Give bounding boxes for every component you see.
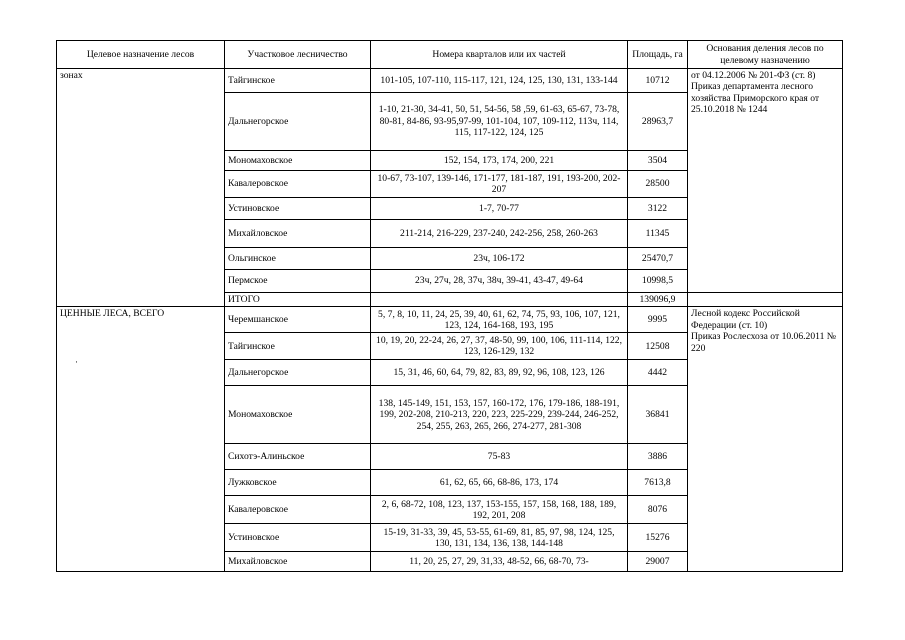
total-area: 139096,9 bbox=[628, 293, 688, 307]
quarters-cell: 11, 20, 25, 27, 29, 31,33, 48-52, 66, 68-70, 73- bbox=[371, 552, 628, 572]
quarters-cell: 1-7, 70-77 bbox=[371, 198, 628, 220]
forestry-cell: Кавалеровское bbox=[225, 171, 371, 198]
forestry-cell: Устиновское bbox=[225, 198, 371, 220]
header-purpose: Целевое назначение лесов bbox=[57, 41, 225, 69]
area-cell: 11345 bbox=[628, 220, 688, 248]
forestry-cell: Ольгинское bbox=[225, 248, 371, 270]
quarters-cell: 61, 62, 65, 66, 68-86, 173, 174 bbox=[371, 470, 628, 496]
area-cell: 9995 bbox=[628, 307, 688, 333]
forestry-cell: Мономаховское bbox=[225, 151, 371, 171]
area-cell: 10998,5 bbox=[628, 270, 688, 293]
area-cell: 8076 bbox=[628, 496, 688, 524]
quarters-cell: 15-19, 31-33, 39, 45, 53-55, 61-69, 81, 85, 97, 98, 124, 125, 130, 131, 134, 136, 138, 144-148 bbox=[371, 524, 628, 552]
forestry-cell: Дальнегорское bbox=[225, 360, 371, 386]
area-cell: 29007 bbox=[628, 552, 688, 572]
forestry-cell: Лужковское bbox=[225, 470, 371, 496]
header-basis: Основания деления лесов по целевому назначению bbox=[688, 41, 843, 69]
forestry-cell: Устиновское bbox=[225, 524, 371, 552]
quarters-cell: 138, 145-149, 151, 153, 157, 160-172, 176, 179-186, 188-191, 199, 202-208, 210-213, 220, 223, 225-229, 239-244, 246-252, 254, 255, 263, 265, 266, 274-277, 281-308 bbox=[371, 386, 628, 444]
stray-mark: · bbox=[75, 357, 78, 367]
header-forestry: Участковое лесничество bbox=[225, 41, 371, 69]
forestry-cell: Дальнегорское bbox=[225, 93, 371, 151]
header-area: Площадь, га bbox=[628, 41, 688, 69]
total-label: ИТОГО bbox=[225, 293, 371, 307]
table-header-row bbox=[57, 41, 843, 69]
quarters-cell: 10-67, 73-107, 139-146, 171-177, 181-187, 191, 193-200, 202-207 bbox=[371, 171, 628, 198]
purpose-cell: ЦЕННЫЕ ЛЕСА, ВСЕГО bbox=[57, 307, 225, 572]
area-cell: 3122 bbox=[628, 198, 688, 220]
quarters-cell: 152, 154, 173, 174, 200, 221 bbox=[371, 151, 628, 171]
area-cell: 3504 bbox=[628, 151, 688, 171]
area-cell: 36841 bbox=[628, 386, 688, 444]
quarters-cell: 1-10, 21-30, 34-41, 50, 51, 54-56, 58 ,59, 61-63, 65-67, 73-78, 80-81, 84-86, 93-95,97-99, 101-104, 107, 109-112, 113ч, 114, 115, 117-122, 124, 125 bbox=[371, 93, 628, 151]
basis-cell: Лесной кодекс Российской Федерации (ст. 10) Приказ Рослесхоза от 10.06.2011 № 220 bbox=[688, 307, 843, 572]
forestry-cell: Михайловское bbox=[225, 552, 371, 572]
forest-purpose-table bbox=[56, 40, 843, 572]
quarters-cell: 15, 31, 46, 60, 64, 79, 82, 83, 89, 92, 96, 108, 123, 126 bbox=[371, 360, 628, 386]
table-row bbox=[57, 69, 843, 93]
forestry-cell: Мономаховское bbox=[225, 386, 371, 444]
area-cell: 12508 bbox=[628, 333, 688, 360]
forestry-cell: Михайловское bbox=[225, 220, 371, 248]
area-cell: 10712 bbox=[628, 69, 688, 93]
basis-cell: от 04.12.2006 № 201-ФЗ (ст. 8) Приказ департамента лесного хозяйства Приморского края от 25.10.2018 № 1244 bbox=[688, 69, 843, 293]
forestry-cell: Тайгинское bbox=[225, 333, 371, 360]
forestry-cell: Тайгинское bbox=[225, 69, 371, 93]
forestry-cell: Сихотэ-Алиньское bbox=[225, 444, 371, 470]
quarters-cell: 23ч, 27ч, 28, 37ч, 38ч, 39-41, 43-47, 49-64 bbox=[371, 270, 628, 293]
table-row bbox=[57, 307, 843, 333]
quarters-cell: 5, 7, 8, 10, 11, 24, 25, 39, 40, 61, 62, 74, 75, 93, 106, 107, 121, 123, 124, 164-168, 193, 195 bbox=[371, 307, 628, 333]
area-cell: 28963,7 bbox=[628, 93, 688, 151]
forestry-cell: Черемшанское bbox=[225, 307, 371, 333]
area-cell: 28500 bbox=[628, 171, 688, 198]
total-quarters-cell bbox=[371, 293, 628, 307]
quarters-cell: 101-105, 107-110, 115-117, 121, 124, 125, 130, 131, 133-144 bbox=[371, 69, 628, 93]
total-basis-cell bbox=[688, 293, 843, 307]
quarters-cell: 23ч, 106-172 bbox=[371, 248, 628, 270]
forestry-cell: Кавалеровское bbox=[225, 496, 371, 524]
quarters-cell: 10, 19, 20, 22-24, 26, 27, 37, 48-50, 99, 100, 106, 111-114, 122, 123, 126-129, 132 bbox=[371, 333, 628, 360]
area-cell: 15276 bbox=[628, 524, 688, 552]
area-cell: 3886 bbox=[628, 444, 688, 470]
area-cell: 4442 bbox=[628, 360, 688, 386]
quarters-cell: 2, 6, 68-72, 108, 123, 137, 153-155, 157, 158, 168, 188, 189, 192, 201, 208 bbox=[371, 496, 628, 524]
area-cell: 7613,8 bbox=[628, 470, 688, 496]
header-quarters: Номера кварталов или их частей bbox=[371, 41, 628, 69]
area-cell: 25470,7 bbox=[628, 248, 688, 270]
quarters-cell: 211-214, 216-229, 237-240, 242-256, 258, 260-263 bbox=[371, 220, 628, 248]
forestry-cell: Пермское bbox=[225, 270, 371, 293]
quarters-cell: 75-83 bbox=[371, 444, 628, 470]
purpose-cell: зонах bbox=[57, 69, 225, 307]
